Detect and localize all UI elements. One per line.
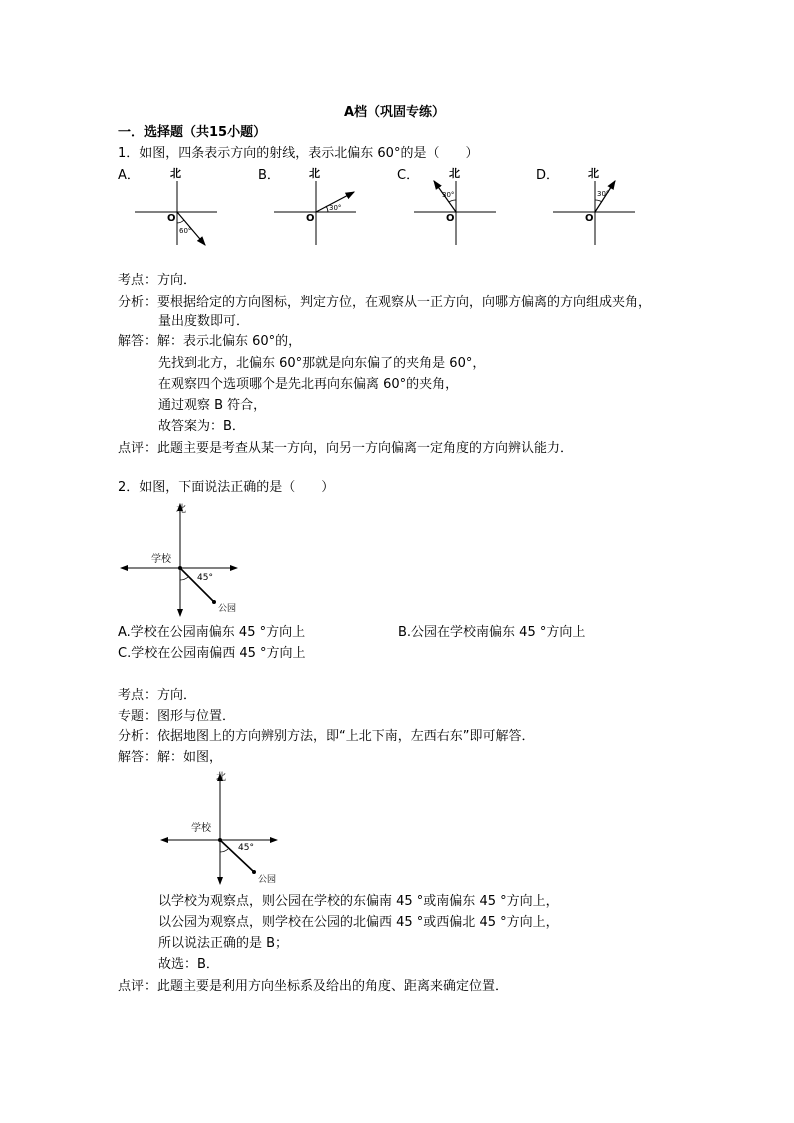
q1-diagram-d	[553, 165, 643, 250]
q1-jieda-3: 在观察四个选项哪个是先北再向东偏离 60°的夹角，	[158, 377, 459, 392]
q2-dianping: 点评：此题主要是利用方向坐标系及给出的角度、距离来确定位置．	[118, 979, 509, 994]
q2-kaodian: 考点：方向．	[118, 688, 197, 703]
q1-diagram-a	[135, 165, 225, 250]
q1-option-c: C．	[397, 168, 420, 183]
angle-label: 45°	[238, 843, 254, 853]
origin-label: O	[306, 213, 315, 224]
north-label: 北	[216, 772, 226, 783]
q2-fenxi: 分析：依据地图上的方向辨别方法，即“上北下南，左西右东”即可解答．	[118, 729, 535, 744]
q2-jieda-1: 解答：解：如图，	[118, 750, 223, 765]
north-label: 北	[170, 167, 181, 180]
north-label: 北	[176, 504, 186, 515]
school-label: 学校	[191, 823, 211, 834]
angle-label: 60°	[179, 227, 192, 235]
q1-option-b: B．	[258, 168, 280, 183]
q2-diagram	[118, 500, 248, 618]
q2-answer-diagram	[158, 768, 288, 886]
section-heading: 一．选择题（共15小题）	[118, 125, 267, 140]
q2-jieda-3: 以公园为观察点，则学校在公园的北偏西 45 °或西偏北 45 °方向上，	[158, 915, 559, 930]
north-label: 北	[309, 167, 320, 180]
q2-option-a: A.学校在公园南偏东 45 °方向上	[118, 625, 306, 640]
q1-dianping: 点评：此题主要是考查从某一方向，向另一方向偏离一定角度的方向辨认能力．	[118, 441, 574, 456]
origin-label: O	[446, 213, 455, 224]
q1-option-a: A．	[118, 168, 140, 183]
q1-diagram-c	[414, 165, 504, 250]
q1-jieda-5: 故答案为：B．	[158, 419, 245, 434]
angle-label: 45°	[197, 573, 213, 583]
q2-jieda-5: 故选：B．	[158, 957, 219, 972]
q1-jieda-4: 通过观察 B 符合，	[158, 398, 267, 413]
origin-label: O	[585, 213, 594, 224]
q1-kaodian: 考点：方向．	[118, 273, 197, 288]
angle-label: 30°	[597, 190, 610, 198]
q2-stem: 2．如图，下面说法正确的是（ ）	[118, 480, 335, 495]
north-label: 北	[588, 167, 599, 180]
park-label: 公园	[258, 875, 277, 885]
q1-jieda-1: 解答：解：表示北偏东 60°的，	[118, 334, 302, 349]
origin-label: O	[167, 213, 176, 224]
q2-jieda-2: 以学校为观察点，则公园在学校的东偏南 45 °或南偏东 45 °方向上，	[158, 894, 559, 909]
q1-fenxi-2: 量出度数即可．	[158, 314, 250, 329]
page-title: A档（巩固专练）	[344, 105, 446, 120]
q1-stem: 1．如图，四条表示方向的射线，表示北偏东 60°的是（ ）	[118, 146, 479, 161]
q2-jieda-4: 所以说法正确的是 B；	[158, 936, 289, 951]
q2-option-b: B.公园在学校南偏东 45 °方向上	[398, 625, 586, 640]
q2-zhuanti: 专题：图形与位置．	[118, 709, 236, 724]
angle-label: 30°	[442, 191, 455, 199]
q1-option-d: D．	[536, 168, 560, 183]
q1-fenxi-1: 分析：要根据给定的方向图标，判定方位，在观察从一正方向，向哪方偏离的方向组成夹角，	[118, 295, 652, 310]
q1-diagram-b	[274, 165, 364, 250]
park-label: 公园	[218, 604, 237, 614]
q1-jieda-2: 先找到北方，北偏东 60°那就是向东偏了的夹角是 60°，	[158, 356, 486, 371]
north-label: 北	[449, 167, 460, 180]
school-label: 学校	[151, 554, 171, 565]
q2-option-c: C.学校在公园南偏西 45 °方向上	[118, 646, 306, 661]
angle-label: 30°	[329, 204, 342, 212]
